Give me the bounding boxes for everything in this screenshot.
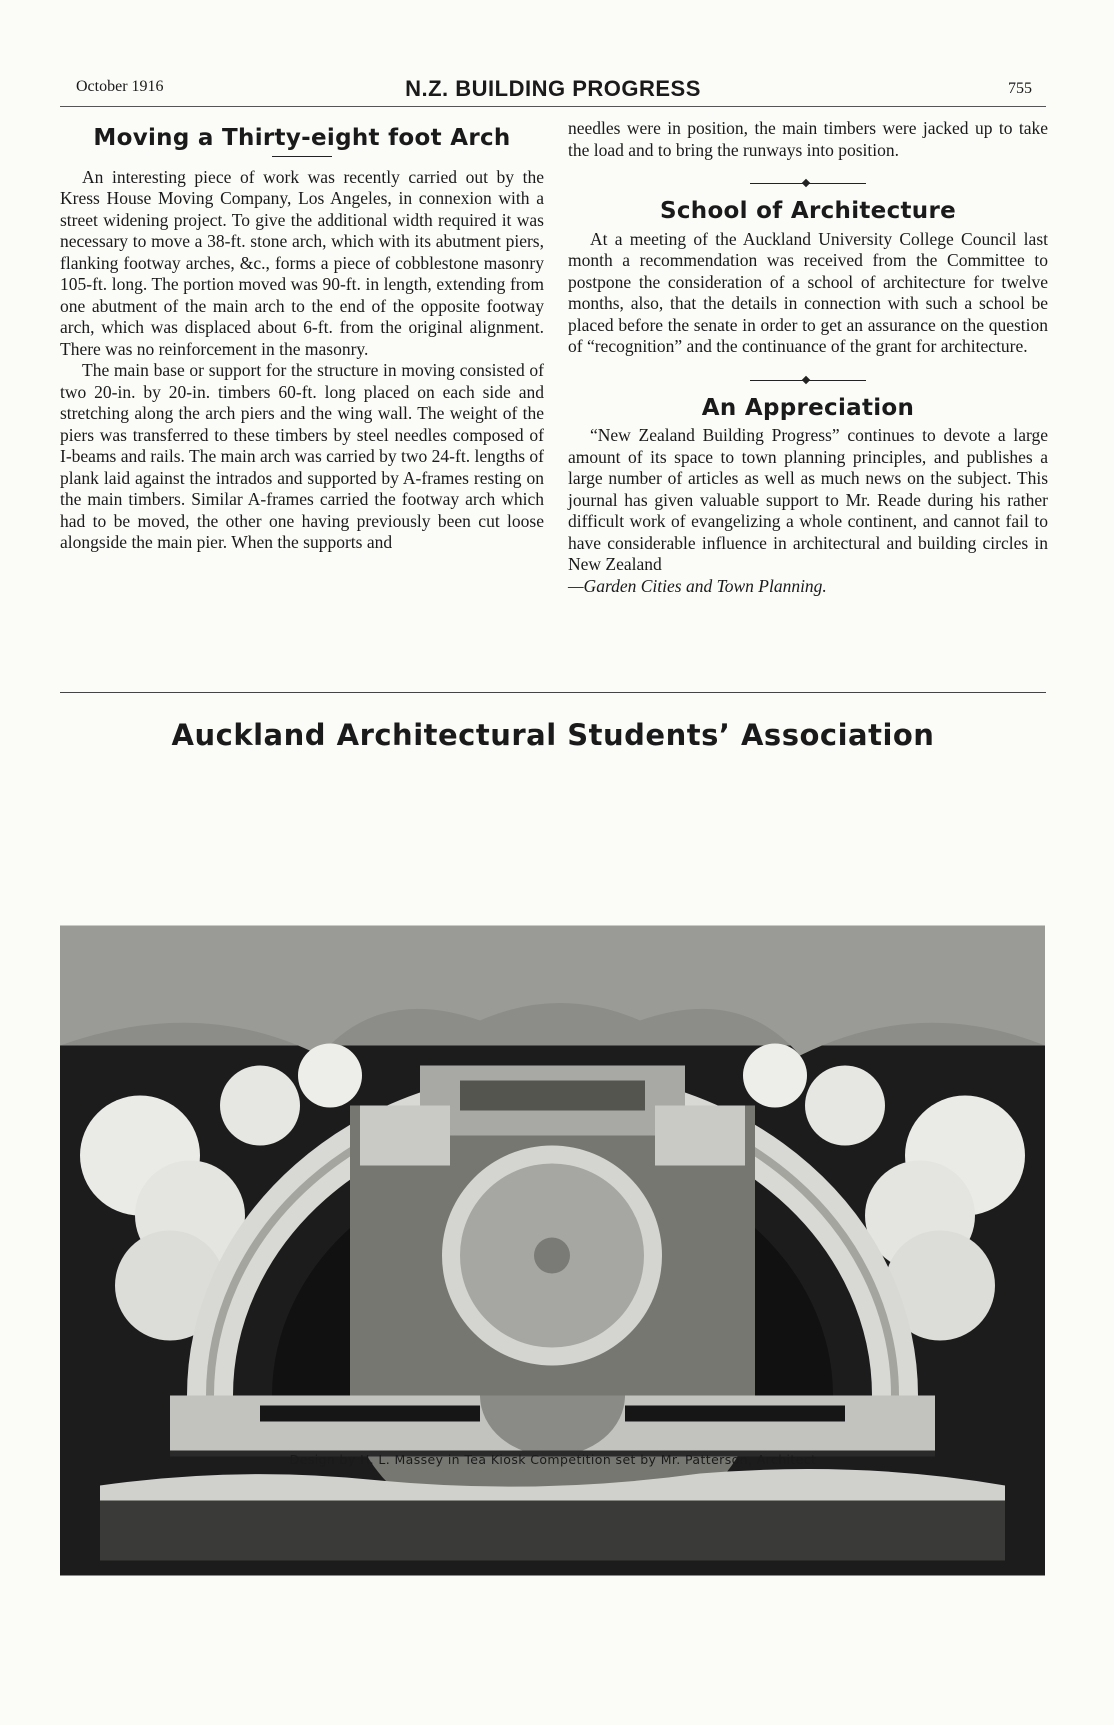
section-title: Auckland Architectural Students’ Association	[171, 718, 935, 752]
ornament-divider	[750, 376, 866, 386]
title-rule	[272, 156, 332, 157]
journal-title: N.Z. BUILDING PROGRESS	[405, 76, 701, 101]
arch-paragraph-2: The main base or support for the structure in moving consisted of two 20-in. by 20-in. timbers 60-ft. long placed on each side and stretching along the arch piers and the wing wall. The weight of the piers was transferred to these timbers by steel needles composed of I-beams and rails. The main arch was carried by two 24-ft. lengths of plank laid against the intrados and supported by A-frames resting on the main timbers. Similar A-frames carried the footway arch which had to be moved, the other one having previously been cut loose alongside the main pier. When the supports and	[60, 360, 544, 552]
page-header	[60, 74, 1046, 107]
right-column	[568, 118, 1048, 597]
arch-paragraph-3: needles were in position, the main timbers were jacked up to take the load and to bring the runways into position.	[568, 118, 1048, 160]
figure-caption: Design by H. L. Massey in Tea Kiosk Competition set by Mr. Patterson, Architect	[289, 1452, 817, 1467]
issue-date: October 1916	[76, 78, 164, 95]
article-title-appreciation: An Appreciation	[701, 394, 915, 421]
article-title-arch: Moving a Thirty-eight foot Arch	[93, 125, 511, 151]
school-paragraph: At a meeting of the Auckland University College Council last month a recommendation was received from the Committee to postpone the consideration of a school of architecture for twelve months, also, that the details in connection with such a school be placed before the senate in order to get an assurance on the question of “recognition” and the continuance of the grant for architecture.	[568, 228, 1048, 356]
tea-kiosk-plan-photo	[60, 776, 1045, 1725]
page-number: 755	[1008, 80, 1032, 97]
arch-paragraph-1: An interesting piece of work was recently carried out by the Kress House Moving Company, Los Angeles, in connexion with a street widening project. To give the additional width required it was necessary to move a 38-ft. stone arch, which with its abutment piers, flanking footway arches, &c., forms a piece of cobblestone masonry 105-ft. long. The portion moved was 90-ft. in length, extending from one abutment of the main arch to the end of the opposite footway arch, which was displaced about 6-ft. from the original alignment. There was no reinforcement in the masonry.	[60, 166, 544, 359]
section-rule	[60, 692, 1046, 693]
ornament-divider	[750, 179, 866, 189]
left-column	[60, 118, 544, 554]
article-title-school: School of Architecture	[659, 198, 957, 224]
appreciation-source: —Garden Cities and Town Planning.	[568, 575, 827, 596]
appreciation-paragraph: “New Zealand Building Progress” continues to devote a large amount of its space to town planning principles, and publishes a large number of articles as well as much news on the subject. This journal has given valuable support to Mr. Reade during his rather difficult work of evangelizing a whole continent, and cannot fail to have considerable influence in architectural and building circles in New Zealand	[568, 425, 1048, 574]
